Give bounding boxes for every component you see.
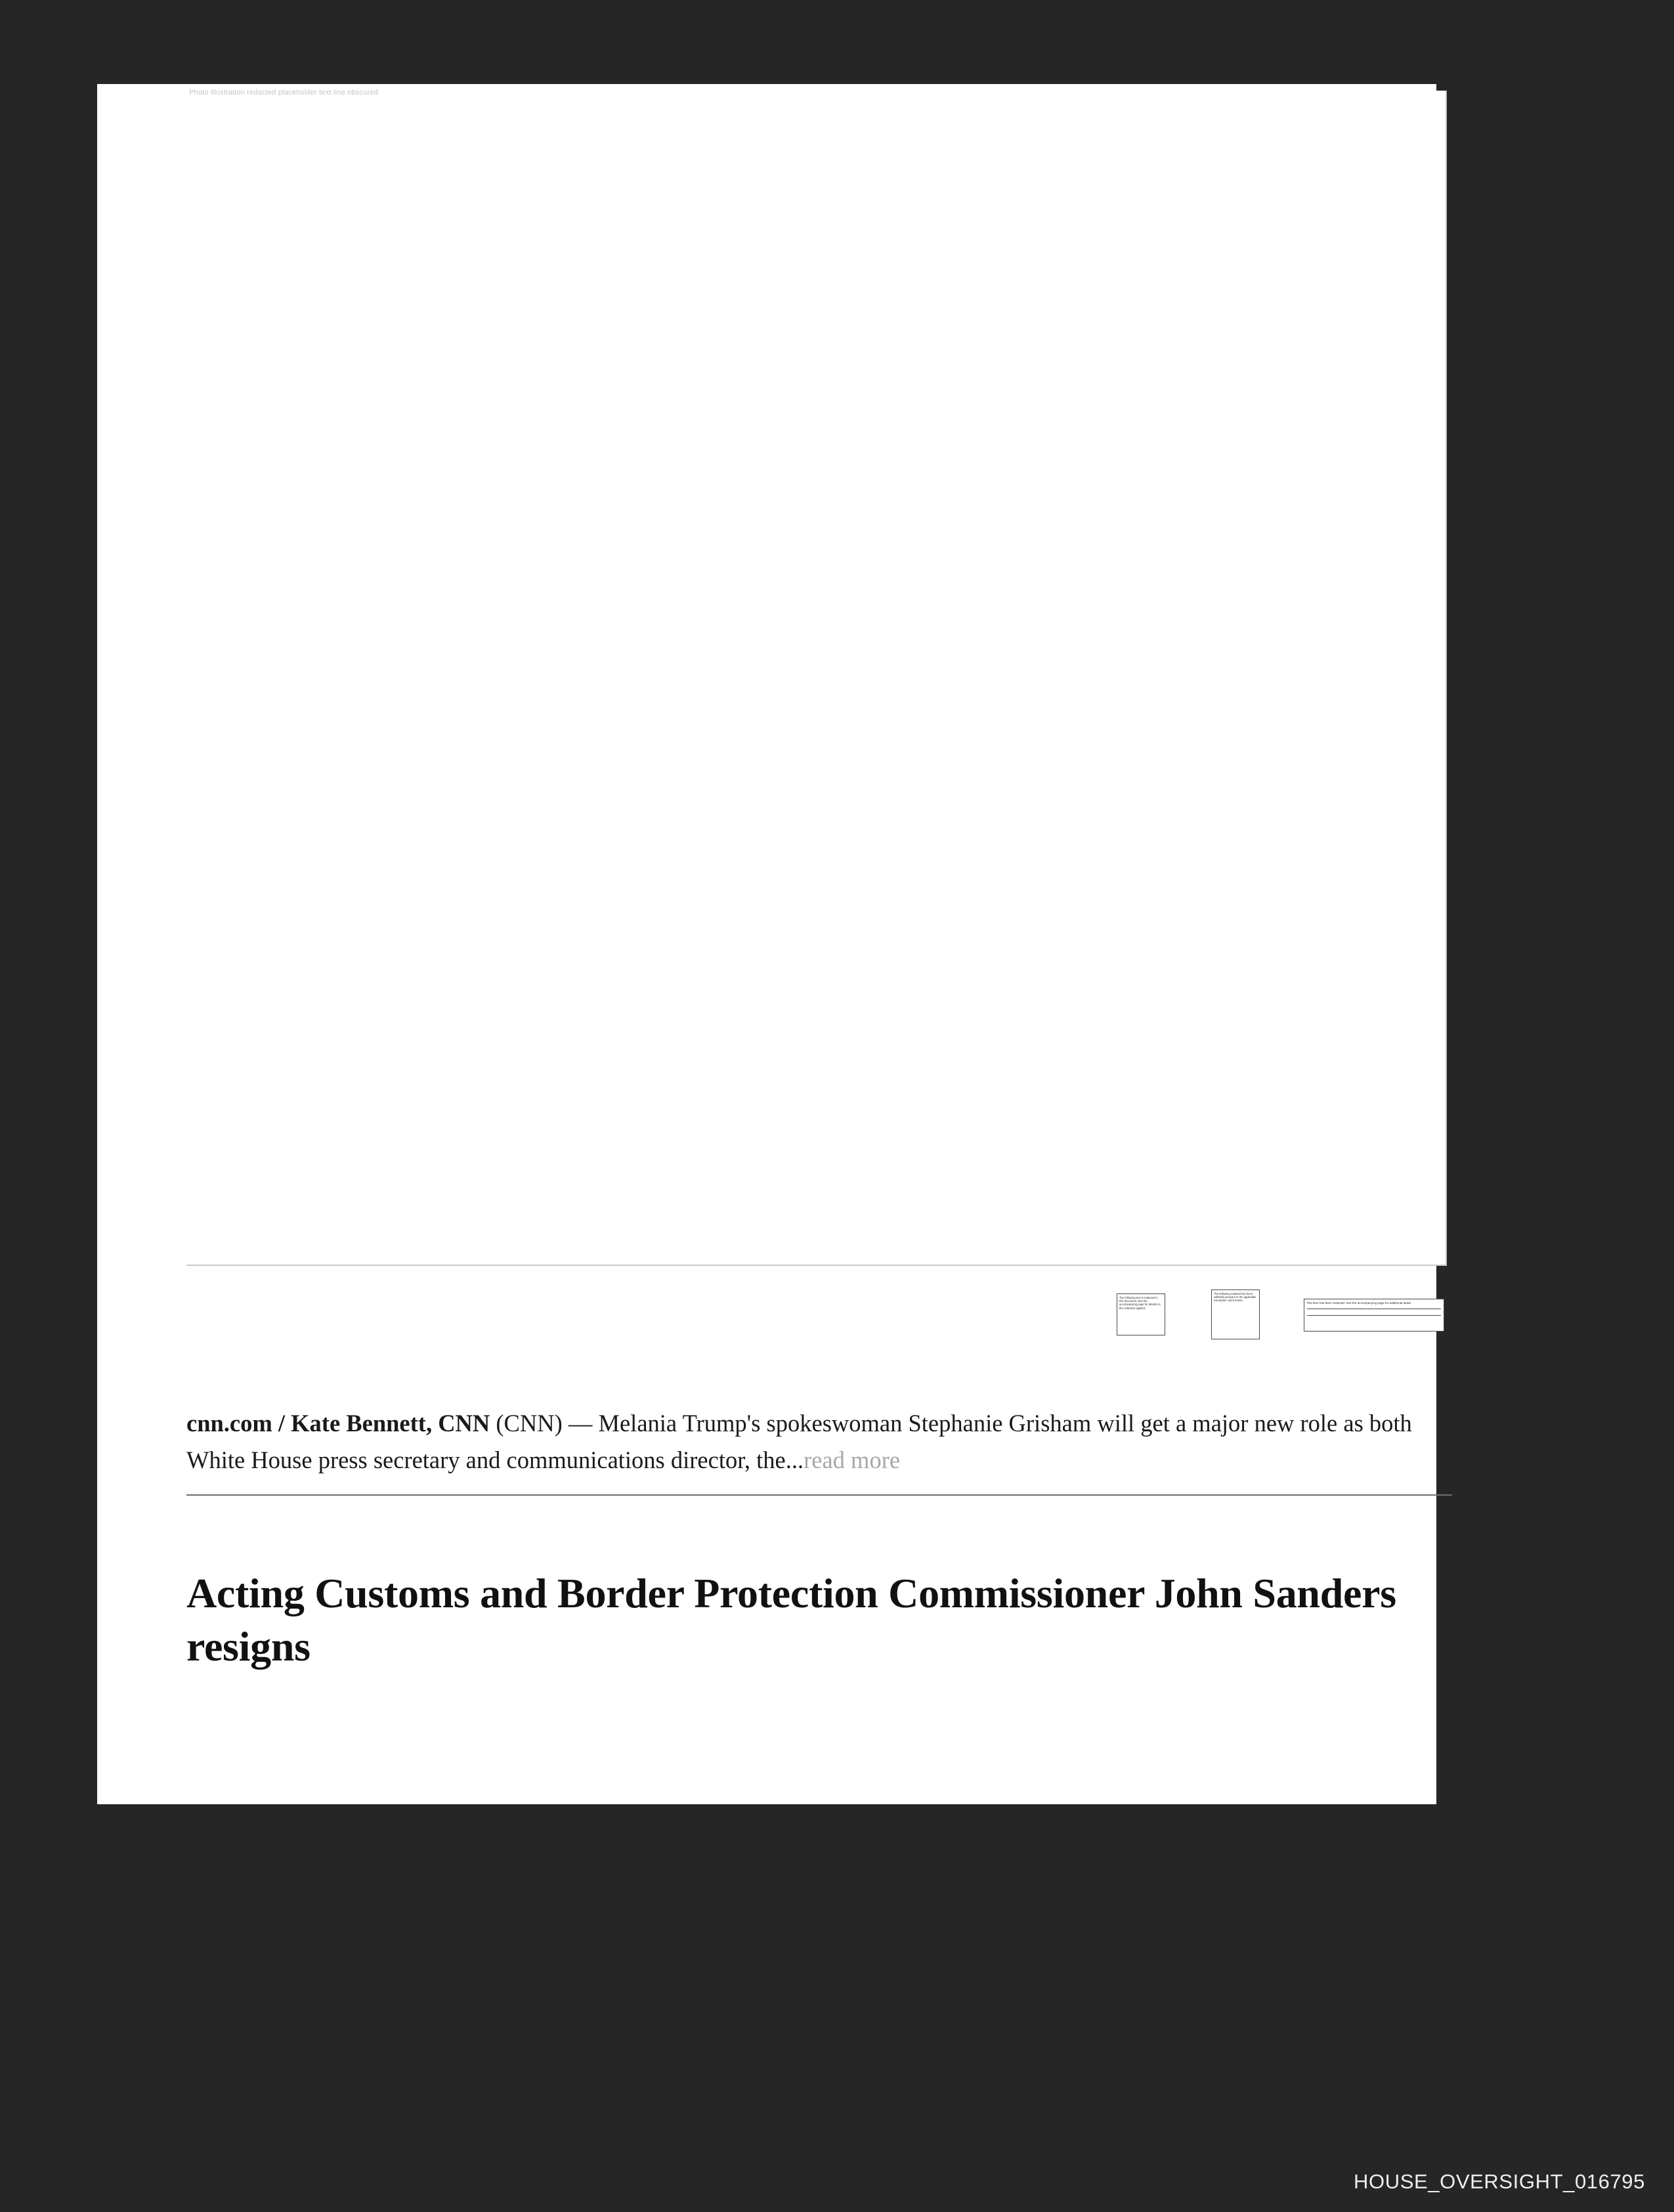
article-image-placeholder bbox=[186, 91, 1447, 1266]
article-source: cnn.com / Kate Bennett, CNN bbox=[186, 1409, 490, 1437]
thumbnail-left-text: The following text is redacted in this document. See the accompanying page for details on the redaction applied. bbox=[1119, 1296, 1161, 1310]
read-more-link[interactable]: read more bbox=[804, 1446, 901, 1473]
article-blurb bbox=[186, 1405, 1452, 1479]
document-page bbox=[97, 84, 1436, 1804]
thumbnail-wide-rule-2 bbox=[1307, 1315, 1441, 1316]
article-blurb-body: (CNN) — Melania Trump's spokeswoman Stephanie Grisham will get a major new role as both White House press secretary and communications director, the... bbox=[186, 1409, 1412, 1473]
thumbnail-left bbox=[1117, 1293, 1165, 1335]
figure-caption-stub: Photo illustration redacted placeholder text line obscured bbox=[189, 89, 378, 97]
article-headline: Acting Customs and Border Protection Commissioner John Sanders resigns bbox=[186, 1569, 1396, 1670]
section-divider bbox=[186, 1494, 1452, 1496]
thumbnail-strip bbox=[97, 1286, 1436, 1345]
bates-number: HOUSE_OVERSIGHT_016795 bbox=[1354, 2170, 1645, 2193]
thumbnail-middle bbox=[1211, 1290, 1260, 1339]
thumbnail-wide bbox=[1304, 1299, 1444, 1332]
thumbnail-wide-text: This item has been redacted. See the accompanying page for additional detail. bbox=[1306, 1301, 1411, 1305]
thumbnail-middle-text: The following material has been withheld pursuant to the applicable exemption noted herein. bbox=[1214, 1292, 1256, 1303]
